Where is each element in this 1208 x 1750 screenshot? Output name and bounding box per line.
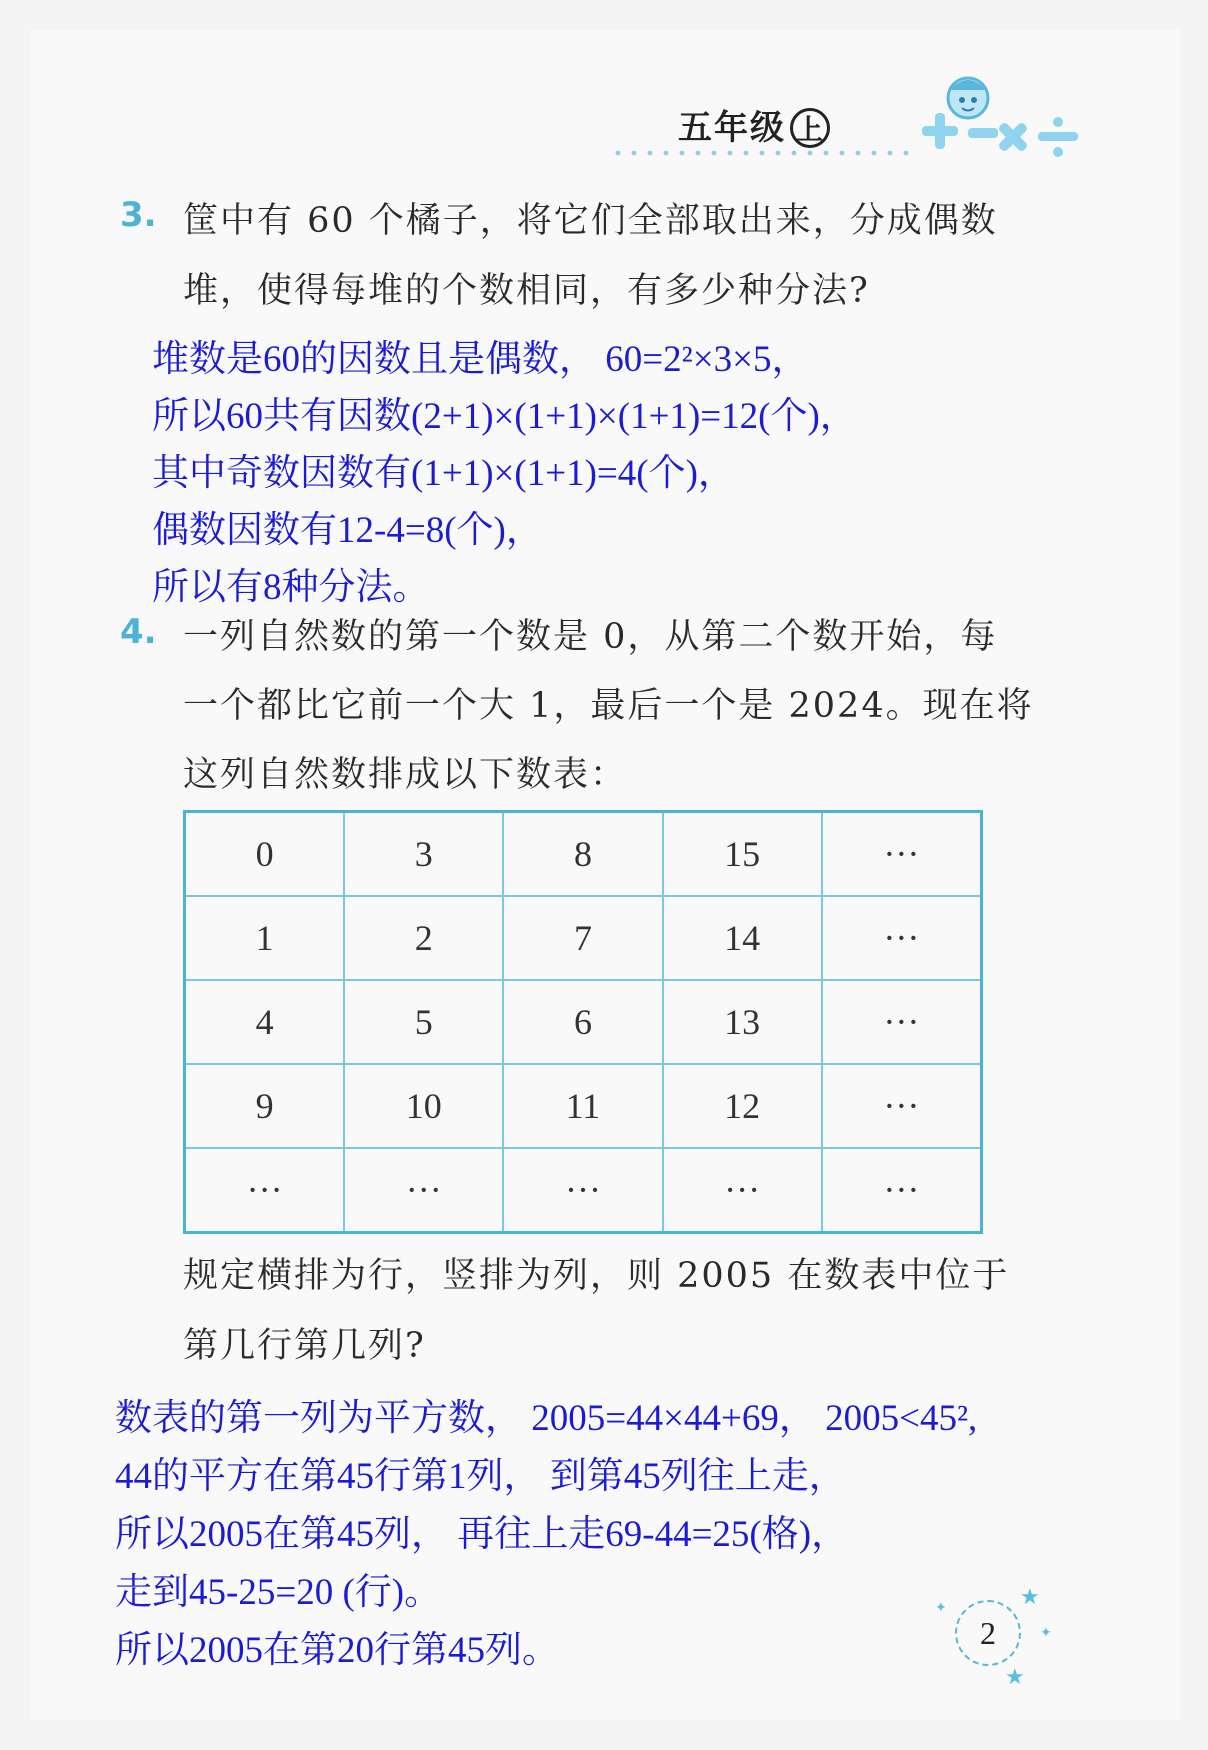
table-cell: ··· xyxy=(822,1064,982,1148)
table-cell: ··· xyxy=(663,1148,822,1233)
grade-label: 五年级 xyxy=(678,108,786,148)
q4-answer-line-5: 所以2005在第20行第45列。 xyxy=(115,1630,559,1671)
table-cell: 4 xyxy=(185,980,345,1064)
table-row xyxy=(185,1064,982,1148)
page-number: 2 xyxy=(955,1600,1021,1666)
table-row xyxy=(185,896,982,980)
semester-circle: 上 xyxy=(790,108,830,148)
table-cell: 10 xyxy=(344,1064,503,1148)
q3-answer-line-2: 所以60共有因数(2+1)×(1+1)×(1+1)=12(个)， xyxy=(152,396,857,437)
table-cell: ··· xyxy=(344,1148,503,1233)
q4-answer-line-1: 数表的第一列为平方数， 2005=44×44+69， 2005<45², xyxy=(115,1398,978,1439)
table-cell: ··· xyxy=(503,1148,662,1233)
table-cell: 7 xyxy=(503,896,662,980)
table-cell: 9 xyxy=(185,1064,345,1148)
question-4-line-1: 一列自然数的第一个数是 0，从第二个数开始，每 xyxy=(183,617,998,657)
table-cell: 8 xyxy=(503,812,662,897)
table-cell: 2 xyxy=(344,896,503,980)
table-cell: 0 xyxy=(185,812,345,897)
star-icon: ✦ xyxy=(1040,1625,1052,1641)
number-table xyxy=(183,810,983,1234)
question-3-line-2: 堆，使得每堆的个数相同，有多少种分法? xyxy=(183,271,870,311)
star-icon: ★ xyxy=(1005,1665,1025,1690)
star-icon: ✦ xyxy=(935,1600,947,1616)
table-cell: 13 xyxy=(663,980,822,1064)
table-cell: 15 xyxy=(663,812,822,897)
q4-answer-line-4: 走到45-25=20 (行)。 xyxy=(115,1572,442,1613)
question-3-line-1: 筐中有 60 个橘子，将它们全部取出来，分成偶数 xyxy=(183,201,998,241)
table-cell: ··· xyxy=(185,1148,345,1233)
question-3-number: 3. xyxy=(120,195,157,235)
table-row xyxy=(185,1148,982,1233)
table-cell: 12 xyxy=(663,1064,822,1148)
table-cell: ··· xyxy=(822,812,982,897)
table-row xyxy=(185,812,982,897)
header-dot-divider xyxy=(610,150,910,156)
table-cell: 14 xyxy=(663,896,822,980)
table-cell: 3 xyxy=(344,812,503,897)
q4-answer-line-2: 44的平方在第45行第1列， 到第45列往上走， xyxy=(115,1456,846,1497)
header-title xyxy=(678,100,830,149)
question-4-line-5: 第几行第几列? xyxy=(183,1326,426,1366)
question-4-number: 4. xyxy=(120,612,157,652)
table-cell: 11 xyxy=(503,1064,662,1148)
question-4-line-4: 规定横排为行，竖排为列，则 2005 在数表中位于 xyxy=(183,1256,1010,1296)
q3-answer-line-5: 所以有8种分法。 xyxy=(152,567,430,608)
question-4-line-3: 这列自然数排成以下数表： xyxy=(183,755,628,795)
table-cell: ··· xyxy=(822,980,982,1064)
q3-answer-line-3: 其中奇数因数有(1+1)×(1+1)=4(个)， xyxy=(152,453,735,494)
table-cell: ··· xyxy=(822,896,982,980)
mascot-math-symbols-icon xyxy=(920,70,1090,160)
table-cell: ··· xyxy=(822,1148,982,1233)
table-cell: 1 xyxy=(185,896,345,980)
table-cell: 6 xyxy=(503,980,662,1064)
table-cell: 5 xyxy=(344,980,503,1064)
q4-answer-line-3: 所以2005在第45列， 再往上走69-44=25(格)， xyxy=(115,1514,849,1555)
star-icon: ★ xyxy=(1020,1585,1040,1610)
q3-answer-line-4: 偶数因数有12-4=8(个)， xyxy=(152,510,543,551)
q3-answer-line-1: 堆数是60的因数且是偶数， 60=2²×3×5， xyxy=(152,339,809,380)
table-row xyxy=(185,980,982,1064)
question-4-line-2: 一个都比它前一个大 1，最后一个是 2024。现在将 xyxy=(183,686,1034,726)
